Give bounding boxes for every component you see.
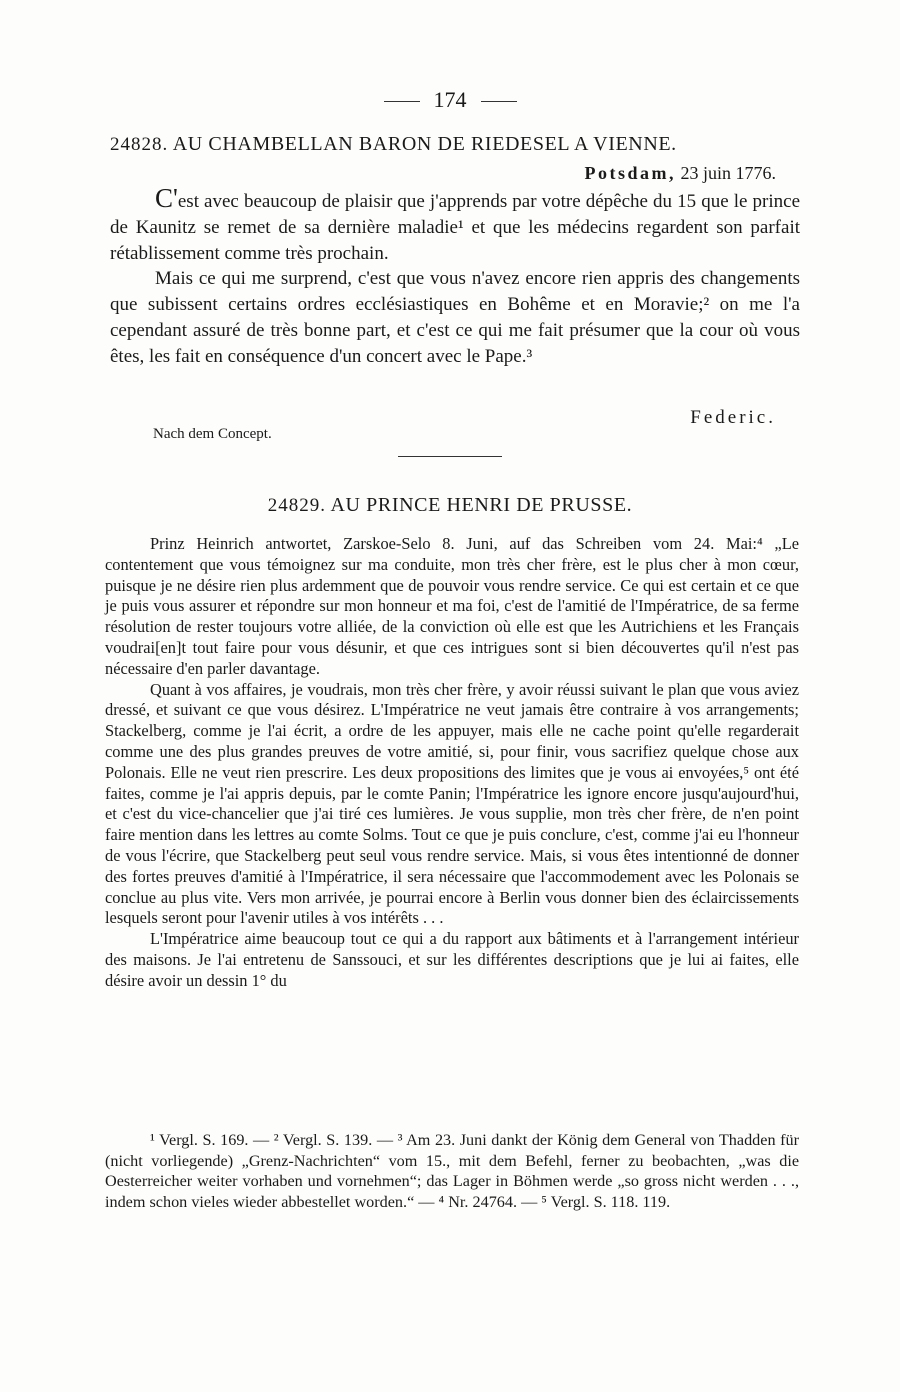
letter1-body bbox=[110, 183, 800, 370]
header-dash-left bbox=[384, 101, 420, 102]
letter2-title: AU PRINCE HENRI DE PRUSSE. bbox=[330, 494, 633, 516]
letter1-title: AU CHAMBELLAN BARON DE RIEDESEL A VIENNE. bbox=[172, 133, 677, 155]
letter2-body bbox=[105, 534, 799, 992]
letter1-number: 24828. bbox=[110, 134, 169, 155]
letter2-number: 24829. bbox=[267, 495, 326, 516]
letter1-paragraph-1: C'est avec beaucoup de plaisir que j'apprends par votre dépêche du 15 que le prince de Kaunitz se remet de sa dernière maladie¹ et que les médecins regardent son parfait rétablissement comme très prochain. bbox=[110, 183, 800, 264]
letter2-heading bbox=[0, 492, 900, 519]
letter1-signature: Federic. bbox=[690, 407, 776, 428]
letter1-dateline bbox=[584, 161, 776, 185]
letter1-heading bbox=[110, 131, 800, 158]
letter2-paragraph-3: L'Impératrice aime beaucoup tout ce qui a du rapport aux bâtiments et à l'arrangement intérieur des maisons. Je l'ai entretenu de Sanssouci, et sur les différentes descriptions que je lui ai faites, elle désire avoir un dessin 1° du bbox=[105, 929, 799, 990]
footnotes bbox=[105, 1130, 799, 1212]
letter1-paragraph-2: Mais ce qui me surprend, c'est que vous n'avez encore rien appris des changements que subissent certains ordres ecclésiastiques en Bohême et en Moravie;² on me l'a cependant assuré de très bonne part, et c'est ce qui me fait présumer que la cour où vous êtes, les fait en conséquence d'un concert avec le Pape.³ bbox=[110, 268, 800, 367]
letter1-date: 23 juin 1776. bbox=[680, 163, 776, 183]
letter1-place: Potsdam, bbox=[584, 163, 676, 183]
section-divider bbox=[398, 456, 502, 457]
letter1-source-note: Nach dem Concept. bbox=[153, 426, 272, 442]
page-header bbox=[0, 86, 900, 114]
footnotes-text: ¹ Vergl. S. 169. — ² Vergl. S. 139. — ³ Am 23. Juni dankt der König dem General von Thadden für (nicht vorliegende) „Grenz-Nachrichten“ vom 15., mit dem Befehl, ferner zu beobachten, „was die Oesterreicher weiter vorhaben und vornehmen“; das Lager in Böhmen werde „so gross nicht werden . . ., indem schon vieles wieder abbestellet worden.“ — ⁴ Nr. 24764. — ⁵ Vergl. S. 118. 119. bbox=[105, 1131, 799, 1211]
letter2-paragraph-1: Prinz Heinrich antwortet, Zarskoe-Selo 8. Juni, auf das Schreiben vom 24. Mai:⁴ „Le contentement que vous témoignez sur ma conduite, mon très cher frère, est le plus cher à mon cœur, puisque je ne désire rien plus ardemment que de pouvoir vous rendre service. Ce qui est certain et ce que je puis vous assurer et répondre sur mon honneur et ma foi, c'est de l'amitié de l'Impératrice, de sa ferme résolution de rester toujours votre alliée, de la conviction où elle est que les Autrichiens et les Français voudrai[en]t tout faire pour vous désunir, et que ces intrigues sont si bien découvertes qu'il n'est pas nécessaire d'en parler davantage. bbox=[105, 534, 799, 678]
header-dash-right bbox=[481, 101, 517, 102]
letter2-paragraph-2: Quant à vos affaires, je voudrais, mon très cher frère, y avoir réussi suivant le plan que vous aviez dressé, et suivant ce que vous désirez. L'Impératrice ne veut jamais être contraire à vos arrangements; Stackelberg, comme je l'ai écrit, a ordre de les appuyer, mais elle ne cache point qu'elle regarderait comme une des plus grandes preuves de votre amitié, si, pour finir, vous sacrifiez quelque chose aux Polonais. Elle ne veut rien prescrire. Les deux propositions des limites que je vous ai envoyées,⁵ ont été faites, comme je l'ai appris depuis, par le comte Panin; l'Impératrice les ignore encore jusqu'aujourd'hui, et c'est du vice-chancelier que j'ai tiré ces lumières. Je vous supplie, mon très cher frère, de n'en point faire mention dans les lettres au comte Solms. Tout ce que je puis conclure, c'est, comme j'ai eu l'honneur de vous l'écrire, que Stackelberg peut seul vous rendre service. Mais, si vous êtes intentionné de donner des fortes preuves d'amitié à l'Impératrice, il sera nécessaire que l'accommodement avec les Polonais se conclue au plus vite. Vers mon arrivée, je pourrai encore à Berlin vous donner bien des éclaircissements lesquels seront pour l'avenir utiles à vos intérêts . . . bbox=[105, 679, 799, 928]
page-number: 174 bbox=[433, 87, 467, 112]
